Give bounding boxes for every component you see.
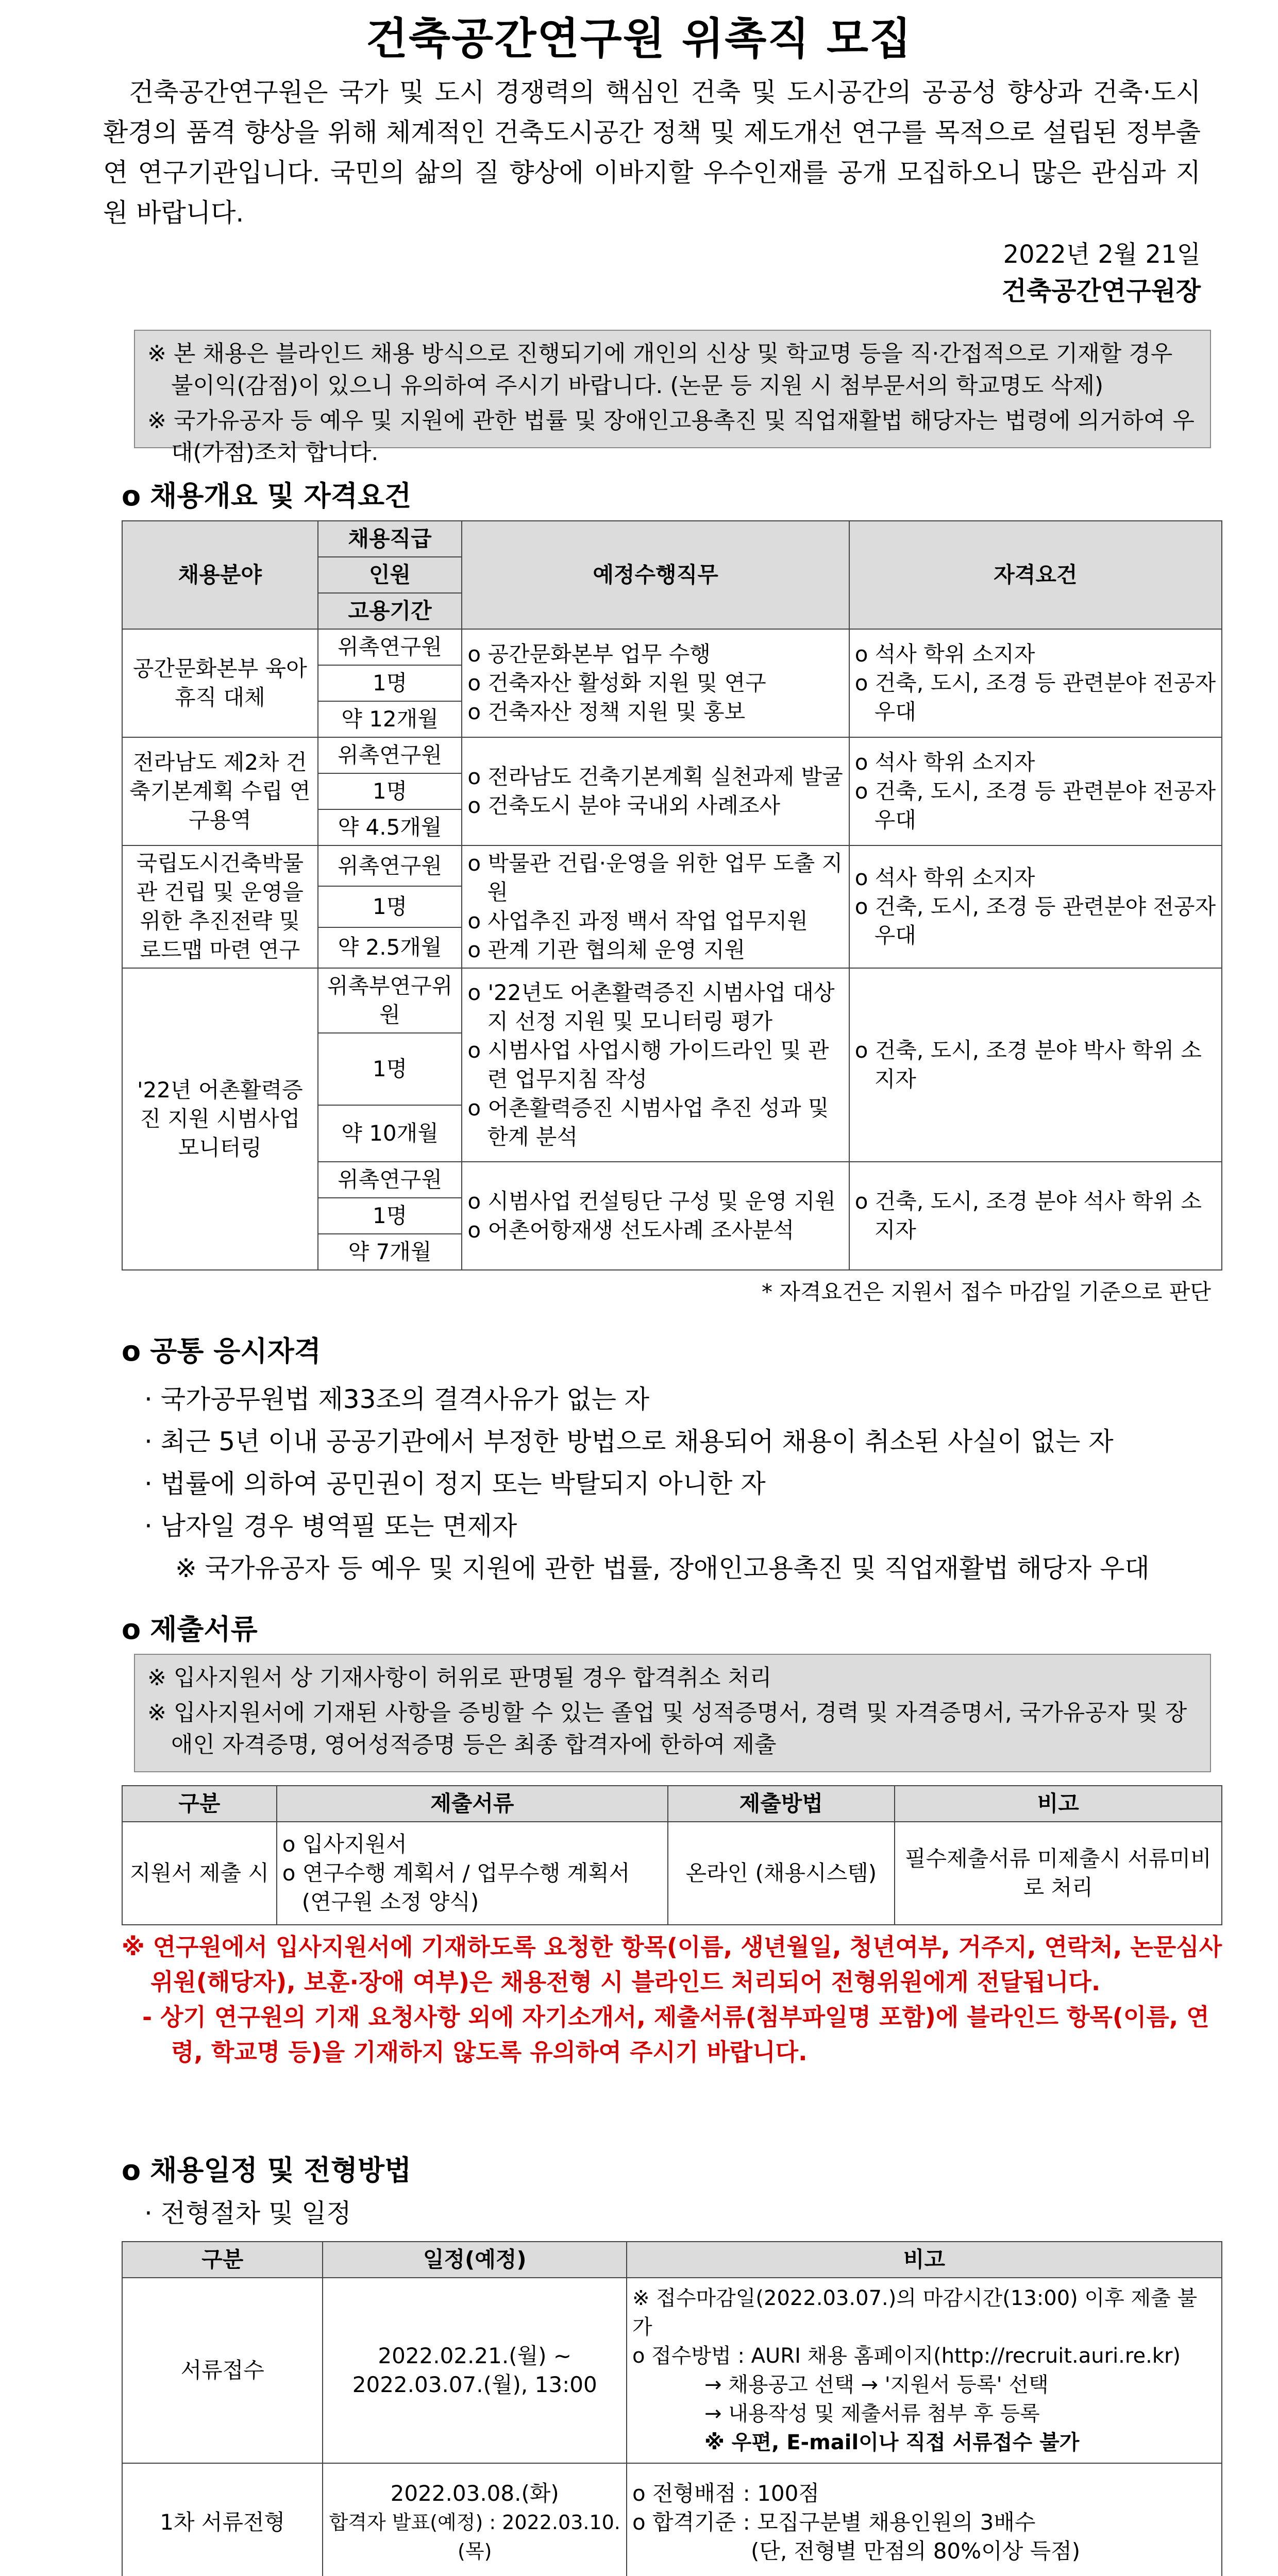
notice-line: ※ 국가유공자 등 예우 및 지원에 관한 법률 및 장애인고용촉진 및 직업재활법 해당자는 법령에 의거하여 우대(가점)조치 합니다. [147, 408, 1195, 466]
table-cell-period: 약 12개월 [318, 701, 462, 737]
table-cell-grade: 위촉연구원 [318, 737, 462, 773]
notice-date: 2022년 2월 21일 [1003, 240, 1201, 269]
intro-text: 건축공간연구원은 국가 및 도시 경쟁력의 핵심인 건축 및 도시공간의 공공성 향상과 건축·도시 환경의 품격 향상을 위해 체계적인 건축도시공간 정책 및 제도개선 연구를 목적으로 설립된 정부출연 연구기관입니다. 국민의 삶의 질 향상에 이바지할 우수인재를 공개 모집하오니 많은 관심과 지원 바랍니다. [103, 77, 1201, 228]
schedule-table [122, 2241, 1222, 2576]
notice-line: ※ 본 채용은 블라인드 채용 방식으로 진행되기에 개인의 신상 및 학교명 등을 직·간접적으로 기재할 경우 불이익(감점)이 있으니 유의하여 주시기 바랍니다. (논문 등 지원 시 첨부문서의 학교명도 삭제) [147, 341, 1173, 399]
table-cell-count: 1명 [318, 1033, 462, 1105]
table-cell-stage: 서류접수 [122, 2278, 323, 2463]
table-cell-method: 온라인 (채용시스템) [668, 1822, 895, 1925]
table-cell-duty: o '22년도 어촌활력증진 시범사업 대상지 선정 지원 및 모니터링 평가 o 시범사업 사업시행 가이드라인 및 관련 업무지침 작성 o 어촌활력증진 시범사업 추진 성과 및 한계 분석 [462, 968, 849, 1162]
table-cell-grade: 위촉부연구위원 [318, 968, 462, 1033]
table-cell-duty: o 전라남도 건축기본계획 실천과제 발굴 o 건축도시 분야 국내외 사례조사 [462, 737, 849, 845]
list-item: · 최근 5년 이내 공공기관에서 부정한 방법으로 채용되어 채용이 취소된 사실이 없는 자 [144, 1427, 1114, 1456]
docs-table [122, 1785, 1222, 1925]
schedule-intro: · 전형절차 및 일정 [144, 2198, 351, 2228]
table-cell-qual: o 석사 학위 소지자 o 건축, 도시, 조경 등 관련분야 전공자 우대 [849, 629, 1222, 737]
blind-notice-box [134, 330, 1211, 466]
th-field: 채용분야 [122, 521, 318, 629]
table-cell-date: 2022.02.21.(월) ~ 2022.03.07.(월), 13:00 [323, 2278, 627, 2463]
table-cell-note: 필수제출서류 미제출시 서류미비로 처리 [895, 1822, 1222, 1925]
list-item: · 남자일 경우 병역필 또는 면제자 [144, 1511, 517, 1541]
th-duty: 예정수행직무 [462, 521, 849, 629]
section-heading: o 채용개요 및 자격요건 [122, 480, 412, 512]
table-cell-field: 공간문화본부 육아휴직 대체 [122, 629, 318, 737]
table-cell-period: 약 4.5개월 [318, 809, 462, 845]
th-docs: 제출서류 [277, 1786, 668, 1822]
table-cell-count: 1명 [318, 665, 462, 701]
docs-notice-box [134, 1654, 1211, 1772]
table-cell-duty: o 공간문화본부 업무 수행 o 건축자산 활성화 지원 및 연구 o 건축자산 정책 지원 및 홍보 [462, 629, 849, 737]
table-cell-date: 2022.03.08.(화) 합격자 발표(예정) : 2022.03.10.(목) [323, 2463, 627, 2576]
section-heading: o 제출서류 [122, 1613, 258, 1646]
th-type: 구분 [122, 1786, 277, 1822]
table-cell-field: 전라남도 제2차 건축기본계획 수립 연구용역 [122, 737, 318, 845]
table-cell-count: 1명 [318, 886, 462, 927]
docs-blind-warning: ※ 연구원에서 입사지원서에 기재하도록 요청한 항목(이름, 생년월일, 청년여부, 거주지, 연락처, 논문심사위원(해당자), 보훈·장애 여부)은 채용전형 시 블라인드 처리되어 전형위원에게 전달됩니다. - 상기 연구원의 기재 요청사항 외에 자기소개서, 제출서류(첨부파일명 포함)에 블라인드 항목(이름, 연령, 학교명 등)을 기재하지 않도록 유의하여 주시기 바랍니다. [122, 1933, 1222, 2066]
table-cell-qual: o 석사 학위 소지자 o 건축, 도시, 조경 등 관련분야 전공자 우대 [849, 845, 1222, 968]
th-period: 고용기간 [318, 593, 462, 629]
table-footnote: * 자격요건은 지원서 접수 마감일 기준으로 판단 [762, 1279, 1211, 1304]
list-item: · 국가공무원법 제33조의 결격사유가 없는 자 [144, 1384, 650, 1414]
notice-line: ※ 입사지원서에 기재된 사항을 증빙할 수 있는 졸업 및 성적증명서, 경력 및 자격증명서, 국가유공자 및 장애인 자격증명, 영어성적증명 등은 최종 합격자에 한하여 제출 [147, 1700, 1187, 1758]
table-cell-docs: o 입사지원서 o 연구수행 계획서 / 업무수행 계획서 (연구원 소정 양식) [277, 1822, 668, 1925]
table-cell-count: 1명 [318, 1198, 462, 1234]
table-cell-field: '22년 어촌활력증진 지원 시범사업 모니터링 [122, 968, 318, 1270]
section-heading: o 채용일정 및 전형방법 [122, 2154, 412, 2187]
table-cell-count: 1명 [318, 773, 462, 809]
table-cell-field: 국립도시건축박물관 건립 및 운영을 위한 추진전략 및 로드맵 마련 연구 [122, 845, 318, 968]
table-cell-grade: 위촉연구원 [318, 845, 462, 886]
table-cell-duty: o 시범사업 컨설팅단 구성 및 운영 지원 o 어촌어항재생 선도사례 조사분석 [462, 1162, 849, 1270]
table-cell-stage: 1차 서류전형 [122, 2463, 323, 2576]
th-grade: 채용직급 [318, 521, 462, 557]
table-cell-duty: o 박물관 건립·운영을 위한 업무 도출 지원 o 사업추진 과정 백서 작업 업무지원 o 관계 기관 협의체 운영 지원 [462, 845, 849, 968]
th-note: 비고 [895, 1786, 1222, 1822]
table-cell-period: 약 7개월 [318, 1234, 462, 1270]
notice-line: ※ 입사지원서 상 기재사항이 허위로 판명될 경우 합격취소 처리 [147, 1665, 772, 1691]
table-cell-qual: o 건축, 도시, 조경 분야 석사 학위 소지자 [849, 1162, 1222, 1270]
table-cell-qual: o 석사 학위 소지자 o 건축, 도시, 조경 등 관련분야 전공자 우대 [849, 737, 1222, 845]
th-remark: 비고 [627, 2242, 1222, 2278]
table-cell-period: 약 10개월 [318, 1105, 462, 1162]
recruit-table [122, 520, 1222, 1270]
page-title: 건축공간연구원 위촉직 모집 [365, 13, 913, 64]
table-cell-type: 지원서 제출 시 [122, 1822, 277, 1925]
th-stage: 구분 [122, 2242, 323, 2278]
list-item: · 법률에 의하여 공민권이 정지 또는 박탈되지 아니한 자 [144, 1469, 766, 1499]
table-cell-grade: 위촉연구원 [318, 629, 462, 665]
th-count: 인원 [318, 557, 462, 593]
list-item: ※ 국가유공자 등 예우 및 지원에 관한 법률, 장애인고용촉진 및 직업재활법 해당자 우대 [175, 1553, 1150, 1583]
common-qual-list [144, 1378, 1226, 1589]
table-cell-remark: ※ 접수마감일(2022.03.07.)의 마감시간(13:00) 이후 제출 불가 o 접수방법 : AURI 채용 홈페이지(http://recruit.auri.re.kr) → 채용공고 선택 → '지원서 등록' 선택 → 내용작성 및 제출서류 첨부 후 등록 ※ 우편, E-mail이나 직접 서류접수 불가 [627, 2278, 1222, 2463]
table-cell-grade: 위촉연구원 [318, 1162, 462, 1198]
table-cell-qual: o 건축, 도시, 조경 분야 박사 학위 소지자 [849, 968, 1222, 1162]
signer: 건축공간연구원장 [1001, 276, 1201, 306]
th-date: 일정(예정) [323, 2242, 627, 2278]
section-heading: o 공통 응시자격 [122, 1335, 321, 1367]
table-cell-remark: o 전형배점 : 100점 o 합격기준 : 모집구분별 채용인원의 3배수 (단, 전형별 만점의 80%이상 득점) [627, 2463, 1222, 2576]
th-qual: 자격요건 [849, 521, 1222, 629]
table-cell-period: 약 2.5개월 [318, 927, 462, 968]
th-method: 제출방법 [668, 1786, 895, 1822]
